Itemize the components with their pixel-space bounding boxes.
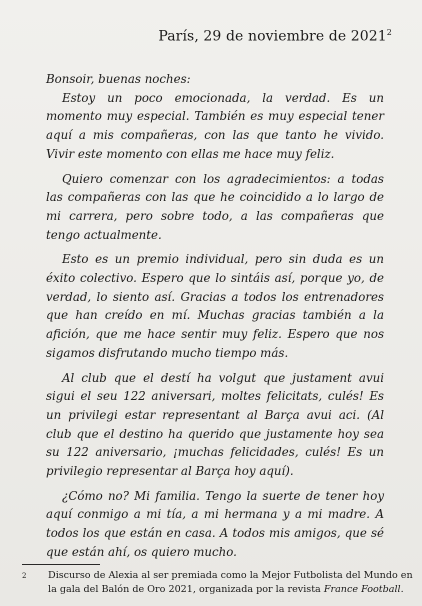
magazine-title: France Football: [323, 584, 401, 595]
greeting-line: Bonsoir, buenas noches:: [46, 72, 191, 86]
footnote: [22, 569, 418, 597]
page-date-header: [158, 28, 392, 45]
paragraph-4: Al club que el destí ha volgut que justament avui sigui el seu 122 aniversari, moltes felicitats, culés! Es un privilegi estar representant al Barça avui aci. (Al club que el destino ha querido que justamente hoy sea su 122 aniversario, ¡muchas felicidades, culés! Es un privilegio representar al Barça hoy aquí).: [46, 370, 384, 479]
footnote-end: .: [400, 584, 404, 595]
paragraph-5: ¿Cómo no? Mi familia. Tengo la suerte de tener hoy aquí conmigo a mi tía, a mi hermana y a mi madre. A todos los que están en casa. A todos mis amigos, que sé que están ahí, os quiero mucho.: [46, 488, 384, 559]
footnote-reference: 2: [386, 28, 392, 37]
paragraph-1: Estoy un poco emocionada, la verdad. Es un momento muy especial. También es muy especial tener aquí a mis compañeras, con las que tanto he vivido. Vivir este momento con ellas me hace muy feliz.: [46, 90, 384, 161]
footnote-text: [48, 569, 418, 597]
speech-text: [46, 70, 384, 562]
footnote-divider: [22, 564, 100, 565]
paragraph-3: Esto es un premio individual, pero sin duda es un éxito colectivo. Espero que lo sintáis así, porque yo, de verdad, lo siento así. Gracias a todos los entrenadores que han creído en mí. Muchas gracias también a la afición, que me hace sentir muy feliz. Espero que nos sigamos disfrutando mucho tiempo más.: [46, 252, 384, 360]
footnote-body: Discurso de Alexia al ser premiada como la Mejor Futbolista del Mundo en la gala del Balón de Oro 2021, organizada por la revista: [48, 570, 413, 595]
paragraph-2: Quiero comenzar con los agradecimientos: a todas las compañeras con las que he coincidido a lo largo de mi carrera, pero sobre todo, a las compañeras que tengo actualmente.: [46, 171, 384, 242]
date-text: París, 29 de noviembre de 2021: [158, 28, 387, 45]
footnote-marker: 2: [22, 572, 27, 580]
